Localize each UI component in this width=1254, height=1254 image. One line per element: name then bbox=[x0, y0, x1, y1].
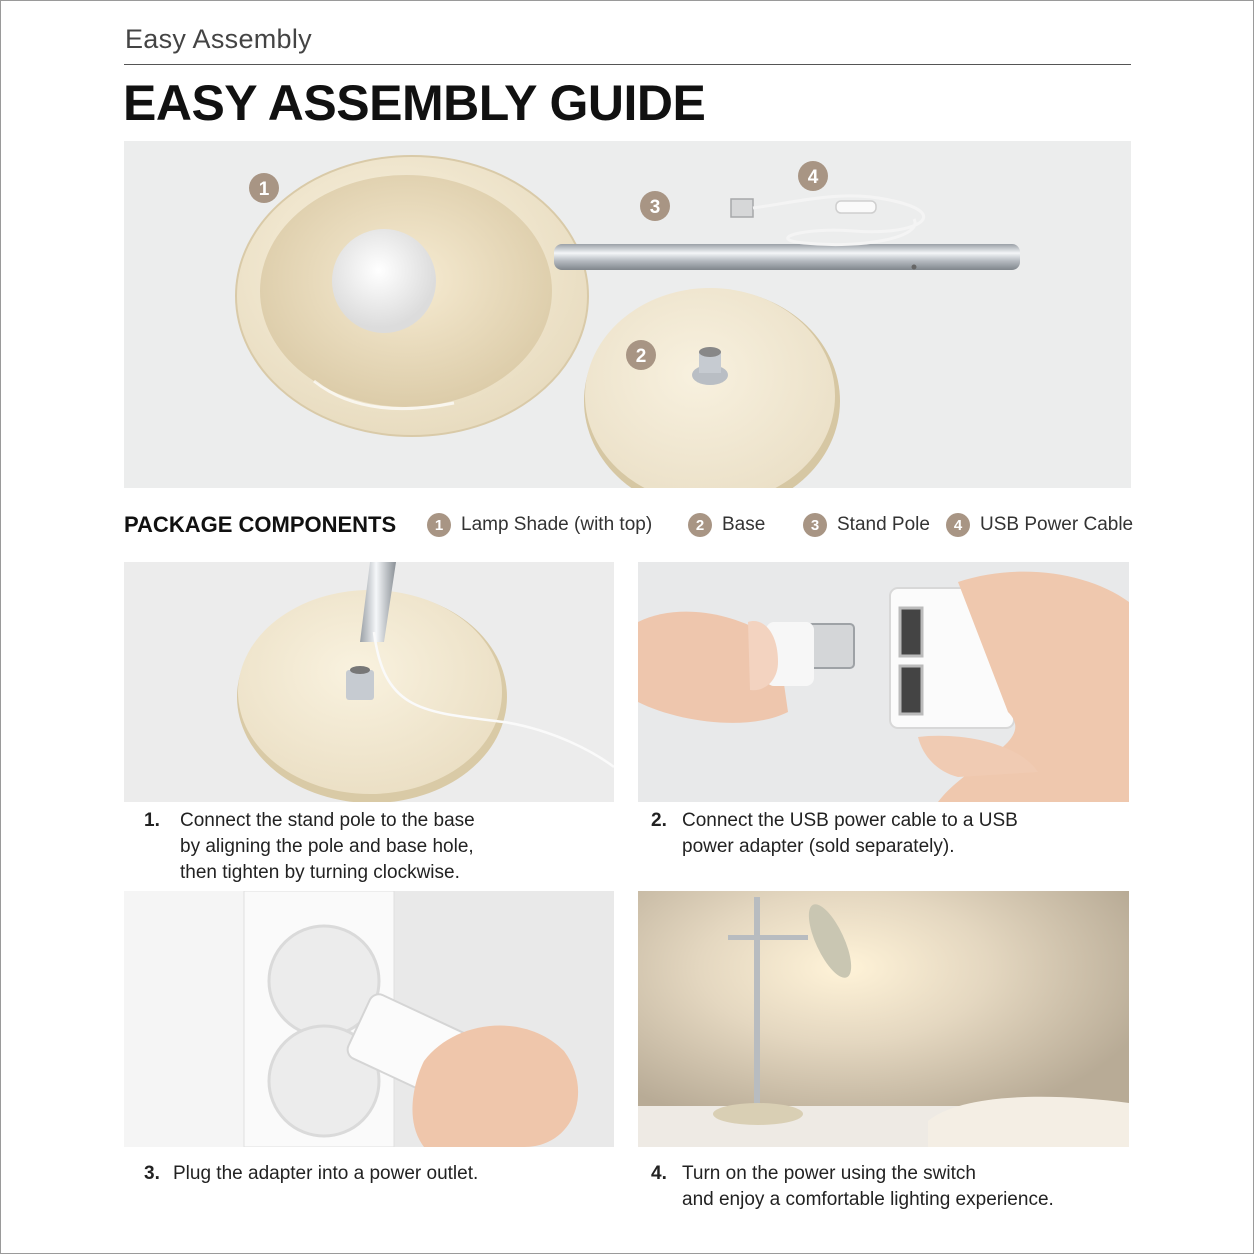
step-number: 1. bbox=[144, 810, 160, 831]
base-illustration bbox=[584, 288, 840, 488]
lamp-shade-illustration bbox=[236, 156, 588, 436]
section-kicker: Easy Assembly bbox=[125, 24, 312, 54]
step-3-photo bbox=[124, 891, 614, 1147]
component-number-badge: 3 bbox=[803, 513, 827, 537]
step-text: Connect the USB power cable to a USB power adapter (sold separately). bbox=[682, 810, 1018, 857]
header-divider bbox=[124, 64, 1131, 65]
component-label: Base bbox=[722, 514, 766, 535]
component-number-badge: 4 bbox=[946, 513, 970, 537]
step-4-photo bbox=[638, 891, 1129, 1147]
step-2 bbox=[651, 808, 1018, 860]
component-number-badge: 1 bbox=[427, 513, 451, 537]
hero-badge-1-label: 1 bbox=[258, 179, 270, 200]
usb-cable-illustration bbox=[731, 196, 924, 245]
step-text: Turn on the power using the switch and enjoy a comfortable lighting experience. bbox=[682, 1163, 1054, 1210]
step-number: 2. bbox=[651, 810, 667, 831]
component-base bbox=[688, 512, 765, 538]
step-1 bbox=[144, 808, 475, 886]
step-text: Connect the stand pole to the base by aligning the pole and base hole, then tighten by turning clockwise. bbox=[180, 810, 475, 883]
step-1-photo bbox=[124, 562, 614, 802]
component-stand-pole bbox=[803, 512, 930, 538]
page-title: EASY ASSEMBLY GUIDE bbox=[123, 75, 706, 131]
component-label: USB Power Cable bbox=[980, 514, 1134, 535]
step-3 bbox=[144, 1161, 478, 1187]
components-photo bbox=[124, 141, 1131, 488]
hero-badge-3-label: 3 bbox=[649, 197, 661, 218]
package-components bbox=[124, 508, 1134, 542]
step-4 bbox=[651, 1161, 1054, 1213]
component-label: Lamp Shade (with top) bbox=[461, 514, 653, 535]
hero-badge-4-label: 4 bbox=[807, 167, 819, 188]
hero-badge-2-label: 2 bbox=[635, 346, 647, 367]
step-text: Plug the adapter into a power outlet. bbox=[173, 1163, 479, 1184]
components-heading: PACKAGE COMPONENTS bbox=[124, 512, 397, 537]
step-number: 3. bbox=[144, 1163, 160, 1184]
step-2-photo bbox=[638, 562, 1129, 802]
component-usb-cable bbox=[946, 512, 1133, 538]
component-label: Stand Pole bbox=[837, 514, 930, 535]
step-number: 4. bbox=[651, 1163, 667, 1184]
stand-pole-illustration bbox=[554, 244, 1020, 270]
component-lamp-shade bbox=[427, 512, 652, 538]
component-number-badge: 2 bbox=[688, 513, 712, 537]
